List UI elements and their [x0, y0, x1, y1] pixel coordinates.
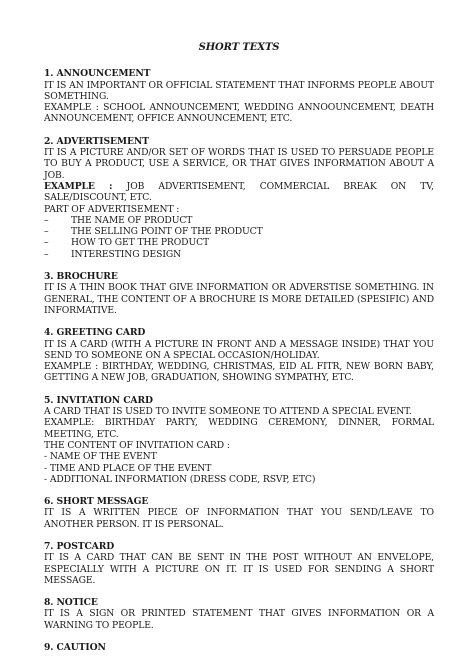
section-postcard	[44, 541, 434, 586]
list-item: - NAME OF THE EVENT	[44, 451, 157, 463]
list-item: – THE SELLING POINT OF THE PRODUCT	[44, 226, 263, 238]
section-announcement	[44, 68, 434, 124]
section-heading: 3. BROCHURE	[44, 271, 118, 283]
section-greeting-card	[44, 327, 434, 383]
section-caution	[44, 642, 434, 653]
section-definition: IT IS AN IMPORTANT OR OFFICIAL STATEMENT THAT INFORMS PEOPLE ABOUT SOMETHING.	[44, 79, 434, 102]
document-page	[44, 42, 434, 664]
section-heading: 1. ANNOUNCEMENT	[44, 68, 151, 80]
page-title: SHORT TEXTS	[198, 42, 280, 53]
list-item: - ADDITIONAL INFORMATION (DRESS CODE, RSVP, ETC)	[44, 473, 316, 485]
section-notice	[44, 597, 434, 631]
section-heading: 9. CAUTION	[44, 642, 106, 654]
list-item: – THE NAME OF PRODUCT	[44, 214, 193, 226]
section-definition: IT IS A THIN BOOK THAT GIVE INFORMATION OR ADVERSTISE SOMETHING. IN GENERAL, THE CONTENT OF A BROCHURE IS MORE DETAILED (SPESIFIC) AND INFORMATIVE.	[44, 282, 434, 316]
list-item: – HOW TO GET THE PRODUCT	[44, 237, 210, 249]
section-heading: 5. INVITATION CARD	[44, 394, 153, 406]
section-advertisement	[44, 136, 434, 260]
section-heading: 6. SHORT MESSAGE	[44, 496, 149, 508]
parts-list	[44, 215, 434, 260]
parts-label: PART OF ADVERTISEMENT :	[44, 203, 180, 215]
section-example: EXAMPLE : BIRTHDAY, WEDDING, CHRISTMAS, EID AL FITR, NEW BORN BABY, GETTING A NEW JOB, GRADUATION, SHOWING SYMPATHY, ETC.	[44, 361, 434, 384]
section-definition: A CARD THAT IS USED TO INVITE SOMEONE TO ATTEND A SPECIAL EVENT.	[44, 406, 412, 418]
section-definition: IT IS A WRITTEN PIECE OF INFORMATION THAT YOU SEND/LEAVE TO ANOTHER PERSON. IT IS PERSONAL.	[44, 507, 434, 530]
section-example	[44, 181, 434, 204]
section-definition: IT IS A SIGN OR PRINTED STATEMENT THAT GIVES INFORMATION OR A WARNING TO PEOPLE.	[44, 608, 434, 631]
list-item: – INTERESTING DESIGN	[44, 248, 182, 260]
section-brochure	[44, 271, 434, 316]
example-label: EXAMPLE :	[44, 180, 113, 192]
dash-bullet: –	[44, 237, 49, 249]
section-short-message	[44, 496, 434, 530]
dash-bullet: –	[44, 214, 49, 226]
section-invitation-card	[44, 395, 434, 485]
section-example: EXAMPLE: BIRTHDAY PARTY, WEDDING CEREMONY, DINNER, FORMAL MEETING, ETC.	[44, 417, 434, 440]
list-item: - TIME AND PLACE OF THE EVENT	[44, 462, 212, 474]
section-definition: IT IS A PICTURE AND/OR SET OF WORDS THAT IS USED TO PERSUADE PEOPLE TO BUY A PRODUCT, USE A SERVICE, OR THAT GIVES INFORMATION ABOUT A JOB.	[44, 147, 434, 181]
section-heading: 8. NOTICE	[44, 597, 98, 609]
example-text: JOB ADVERTISEMENT, COMMERCIAL BREAK ON TV, SALE/DISCOUNT, ETC.	[44, 180, 434, 204]
section-example: EXAMPLE : SCHOOL ANNOUNCEMENT, WEDDING ANNOOUNCEMENT, DEATH ANNOUNCEMENT, OFFICE ANNOUNCEMENT, ETC.	[44, 102, 434, 125]
dash-bullet: –	[44, 226, 49, 238]
section-heading: 4. GREETING CARD	[44, 327, 146, 339]
section-definition: IT IS A CARD (WITH A PICTURE IN FRONT AND A MESSAGE INSIDE) THAT YOU SEND TO SOMEONE ON A SPECIAL OCCASION/HOLIDAY.	[44, 338, 434, 361]
content-label: THE CONTENT OF INVITATION CARD :	[44, 439, 230, 451]
section-heading: 2. ADVERTISEMENT	[44, 135, 149, 147]
section-heading: 7. POSTCARD	[44, 540, 115, 552]
section-definition: IT IS A CARD THAT CAN BE SENT IN THE POST WITHOUT AN ENVELOPE, ESPECIALLY WITH A PICTURE ON IT. IT IS USED FOR SENDING A SHORT MESSAGE.	[44, 552, 434, 586]
dash-bullet: –	[44, 248, 49, 260]
